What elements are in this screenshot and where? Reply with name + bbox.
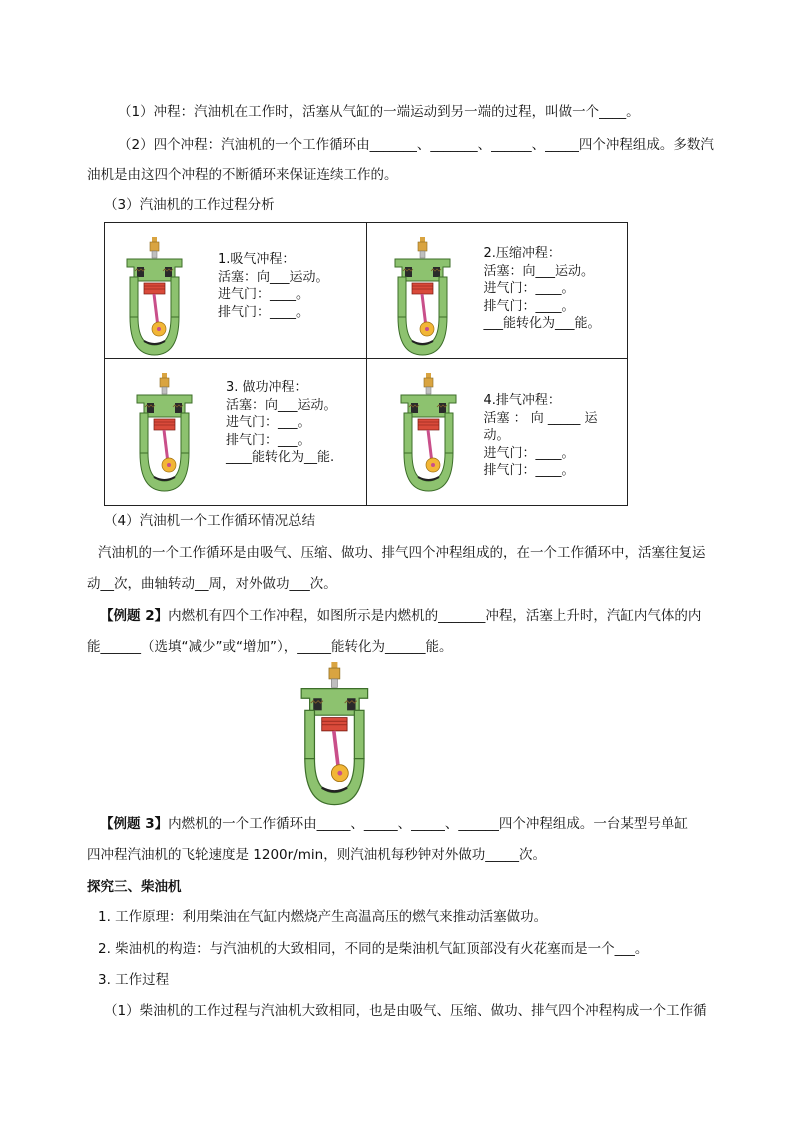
stroke-title: 1.吸气冲程：: [218, 252, 296, 267]
stroke-cell-compression: [366, 223, 628, 359]
stroke-line: ____能转化为__能.: [226, 450, 335, 465]
stroke-line: 活塞：向___运动。: [218, 269, 329, 285]
summary-line2: 动__次，曲轴转动__周，对外做功___次。: [87, 576, 337, 592]
stroke-cell-exhaust: [366, 359, 628, 506]
stroke-line: 活塞：向___运动。: [483, 263, 595, 279]
stroke-line: 动。: [483, 428, 510, 443]
stroke-line: ___能转化为___能。: [483, 316, 601, 331]
diesel-process-heading: 3. 工作过程: [98, 972, 170, 988]
example2-line1: [100, 606, 701, 626]
engine-example-icon: [296, 662, 374, 807]
para-cycle-summary-heading: （4）汽油机一个工作循环情况总结: [104, 513, 316, 529]
diesel-structure: 2. 柴油机的构造：与汽油机的大致相同，不同的是柴油机气缸顶部没有火花塞而是一个___。: [98, 941, 649, 957]
stroke-title: 2.压缩冲程：: [483, 246, 561, 261]
engine-compression-icon: [393, 237, 453, 357]
example3-line2: 四冲程汽油机的飞轮速度是 1200r/min，则汽油机每秒钟对外做功_____次。: [87, 847, 546, 863]
stroke-table: [104, 222, 628, 506]
stroke-cell-power: [105, 359, 367, 506]
example3-text: 内燃机的一个工作循环由_____、_____、_____、______四个冲程组成。一台某型号单缸: [168, 816, 688, 832]
example2-text: 内燃机有四个工作冲程，如图所示是内燃机的_______冲程，活塞上升时，汽缸内气体的内: [168, 608, 702, 624]
engine-intake-icon: [125, 237, 185, 357]
diesel-process-line1: （1）柴油机的工作过程与汽油机大致相同，也是由吸气、压缩、做功、排气四个冲程构成一个工作循: [104, 1003, 707, 1019]
engine-exhaust-icon: [399, 373, 459, 493]
example3-line1: [100, 814, 688, 834]
stroke-cell-intake: [105, 223, 367, 359]
example2-line2: 能______（选填“减少”或“增加”），_____能转化为______能。: [87, 639, 453, 655]
stroke-line: 排气门：____。: [483, 463, 575, 478]
stroke-line: 进气门：____。: [483, 281, 575, 296]
stroke-line: 进气门：___。: [226, 415, 311, 430]
stroke-line: 进气门：____。: [218, 287, 310, 302]
stroke-line: 排气门：____。: [483, 298, 575, 314]
stroke-line: 活塞：向___运动。: [226, 397, 337, 413]
engine-power-icon: [135, 373, 195, 493]
para-four-strokes-line1: （2）四个冲程：汽油机的一个工作循环由_______、_______、______、_____四个冲程组成。多数汽: [118, 137, 714, 153]
stroke-line: 活塞 ： 向 _____ 运: [483, 410, 598, 426]
example3-label: 【例题 3】: [100, 816, 169, 832]
stroke-title: 4.排气冲程：: [483, 393, 561, 408]
summary-line1: 汽油机的一个工作循环是由吸气、压缩、做功、排气四个冲程组成的，在一个工作循环中，活塞往复运: [98, 545, 706, 561]
para-four-strokes-line2: 油机是由这四个冲程的不断循环来保证连续工作的。: [87, 167, 398, 183]
para-stroke-definition: （1）冲程：汽油机在工作时，活塞从气缸的一端运动到另一端的过程，叫做一个____。: [118, 104, 640, 120]
section-diesel-title: 探究三、柴油机: [87, 879, 182, 895]
stroke-line: 排气门：____。: [218, 304, 310, 320]
stroke-line: 排气门：___。: [226, 432, 311, 448]
para-process-analysis: （3）汽油机的工作过程分析: [104, 197, 275, 213]
stroke-title: 3. 做功冲程：: [226, 380, 308, 395]
diesel-principle: 1. 工作原理：利用柴油在气缸内燃烧产生高温高压的燃气来推动活塞做功。: [98, 909, 548, 925]
example2-label: 【例题 2】: [100, 608, 169, 624]
stroke-line: 进气门：____。: [483, 445, 575, 461]
